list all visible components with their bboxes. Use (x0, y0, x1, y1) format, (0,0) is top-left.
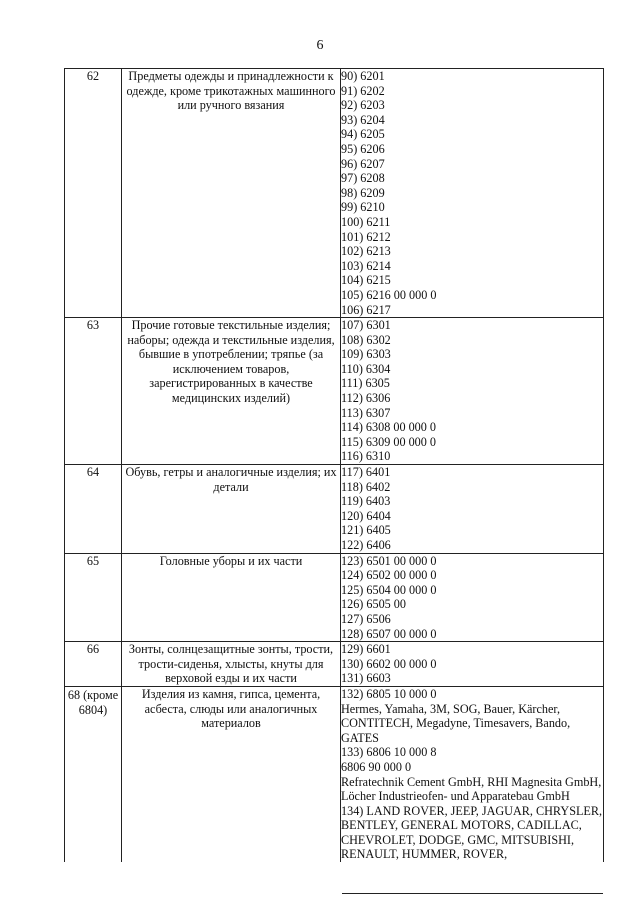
group-description-cell: Головные уборы и их части (122, 553, 341, 642)
code-line: Hermes, Yamaha, 3M, SOG, Bauer, Kärcher, CONTITECH, Megadyne, Timesavers, Bando, GATES (341, 701, 571, 745)
table-row (65, 465, 604, 554)
code-line: 131) 6603 (341, 671, 391, 686)
code-line: 133) 6806 10 000 8 (341, 745, 437, 760)
code-line: 119) 6403 (341, 494, 391, 509)
code-line: 103) 6214 (341, 258, 391, 273)
code-line: 122) 6406 (341, 538, 391, 552)
code-line: 101) 6212 (341, 229, 391, 244)
group-description-cell: Изделия из камня, гипса, цемента, асбеста, слюды или аналогичных материалов (122, 686, 341, 862)
code-line: 112) 6306 (341, 391, 391, 406)
code-line: 116) 6310 (341, 449, 391, 464)
code-line: 100) 6211 (341, 214, 391, 229)
group-description-cell: Обувь, гетры и аналогичные изделия; их детали (122, 465, 341, 554)
code-line: 94) 6205 (341, 127, 385, 142)
code-line: 104) 6215 (341, 273, 391, 288)
codes-cell (341, 465, 604, 554)
code-line: 93) 6204 (341, 112, 385, 127)
code-line: 130) 6602 00 000 0 (341, 656, 437, 671)
code-line: 115) 6309 00 000 0 (341, 434, 437, 449)
group-number-cell: 62 (65, 69, 122, 318)
codes-cell (341, 553, 604, 642)
code-line: 124) 6502 00 000 0 (341, 568, 437, 583)
group-number-cell: 66 (65, 642, 122, 687)
code-line: Refratechnik Cement GmbH, RHI Magnesita GmbH, Löcher Industrieofen- und Apparatebau GmbH (341, 774, 602, 804)
code-line: 111) 6305 (341, 376, 390, 391)
code-line: 114) 6308 00 000 0 (341, 420, 437, 435)
code-line: 106) 6217 (341, 302, 391, 317)
code-line: 132) 6805 10 000 0 (341, 686, 437, 701)
code-line: 128) 6507 00 000 0 (341, 626, 437, 641)
group-description-cell: Зонты, солнцезащитные зонты, трости, трости-сиденья, хлысты, кнуты для верховой езды и их части (122, 642, 341, 687)
code-line: 109) 6303 (341, 347, 391, 362)
codes-cell (341, 69, 604, 318)
code-line: 99) 6210 (341, 200, 385, 215)
code-line: 134) LAND ROVER, JEEP, JAGUAR, CHRYSLER, BENTLEY, GENERAL MOTORS, CADILLAC, CHEVROLET, DODGE, GMC, MITSUBISHI, RENAULT, HUMMER, ROVER, (341, 803, 603, 862)
code-line: 98) 6209 (341, 185, 385, 200)
table-row (65, 318, 604, 465)
code-line: 96) 6207 (341, 156, 385, 171)
code-line: 127) 6506 (341, 611, 391, 626)
code-line: 6806 90 000 0 (341, 759, 412, 774)
table-continuation-line (342, 893, 603, 894)
group-number-cell: 65 (65, 553, 122, 642)
code-line: 120) 6404 (341, 508, 391, 523)
code-line: 102) 6213 (341, 244, 391, 259)
code-line: 108) 6302 (341, 332, 391, 347)
code-line: 92) 6203 (341, 98, 385, 113)
table-row (65, 553, 604, 642)
code-line: 117) 6401 (341, 465, 391, 480)
code-line: 113) 6307 (341, 405, 391, 420)
code-line: 105) 6216 00 000 0 (341, 287, 437, 302)
group-description-cell: Предметы одежды и принадлежности к одежде, кроме трикотажных машинного или ручного вязания (122, 69, 341, 318)
table-row (65, 69, 604, 318)
code-line: 110) 6304 (341, 361, 391, 376)
code-line: 125) 6504 00 000 0 (341, 582, 437, 597)
group-number-cell: 68 (кроме 6804) (65, 686, 122, 862)
code-line: 121) 6405 (341, 523, 391, 538)
code-line: 95) 6206 (341, 141, 385, 156)
codes-cell (341, 642, 604, 687)
code-line: 129) 6601 (341, 642, 391, 657)
code-line: 126) 6505 00 (341, 597, 406, 612)
group-number-cell: 64 (65, 465, 122, 554)
codes-cell (341, 318, 604, 465)
code-line: 107) 6301 (341, 318, 391, 333)
table-row (65, 686, 604, 862)
code-line: 118) 6402 (341, 479, 391, 494)
code-line: 91) 6202 (341, 83, 385, 98)
code-line: 90) 6201 (341, 69, 385, 83)
page-number: 6 (316, 38, 324, 53)
table-row (65, 642, 604, 687)
codes-cell (341, 686, 604, 862)
goods-table (64, 68, 604, 862)
group-description-cell: Прочие готовые текстильные изделия; наборы; одежда и текстильные изделия, бывшие в употреблении; тряпье (за исключением товаров, зарегистрированных в качестве медицинских изделий) (122, 318, 341, 465)
group-number-cell: 63 (65, 318, 122, 465)
code-line: 97) 6208 (341, 171, 385, 186)
code-line: 123) 6501 00 000 0 (341, 553, 437, 568)
